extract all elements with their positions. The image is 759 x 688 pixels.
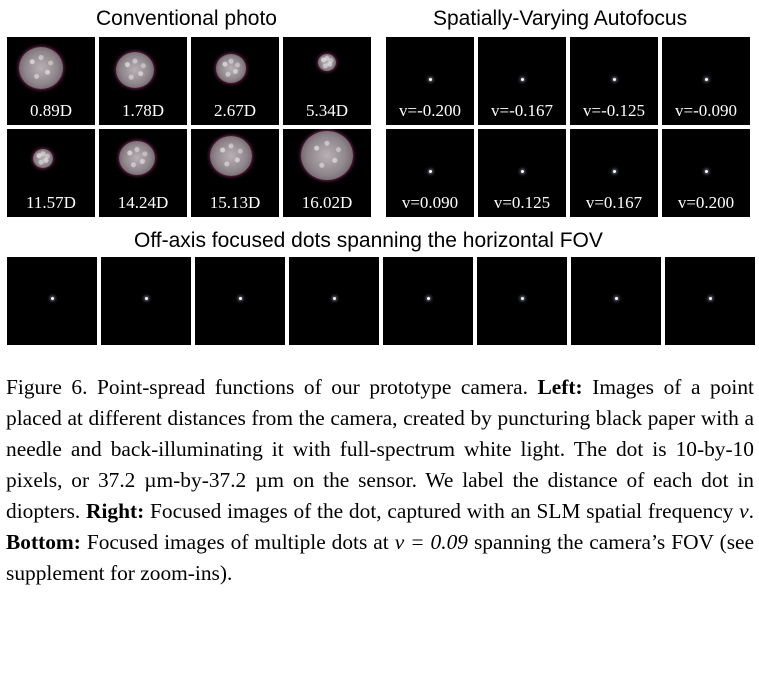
autofocus-heading: Spatially-Varying Autofocus [433, 7, 688, 30]
off-axis-dot [615, 297, 618, 300]
focused-dot [613, 170, 616, 173]
psf-tile-autofocus [662, 129, 750, 217]
blurred-spot [33, 149, 53, 168]
diopter-label: 5.34D [305, 101, 349, 120]
off-axis-tile [195, 257, 285, 345]
psf-tile-conventional [283, 37, 371, 125]
blurred-spot [216, 54, 246, 83]
caption-variable-v: v [739, 499, 749, 523]
blurred-spot [210, 136, 252, 176]
off-axis-strip [7, 257, 755, 345]
off-axis-dot [427, 297, 430, 300]
diopter-label: 14.24D [117, 193, 169, 212]
caption-bottom-text: Focused images of multiple dots at [80, 530, 395, 554]
focused-dot [429, 170, 432, 173]
caption-left-text: Images of a point placed at different distances from the camera, created by puncturing black paper with a needle and back-illuminating it with full-spectrum white light. The dot is 10-by-10 pixels, or 37.2 µm-by-37.2 µm on the sensor. We label the distance of each dot in diopters. [6, 375, 754, 523]
frequency-label: v=0.167 [585, 193, 643, 212]
diopter-label: 11.57D [26, 193, 76, 212]
diopter-label: 15.13D [209, 193, 261, 212]
autofocus-grid [386, 37, 750, 217]
focused-dot [521, 78, 524, 81]
off-axis-tile [7, 257, 97, 345]
psf-tile-conventional [283, 129, 371, 217]
off-axis-dot [145, 297, 148, 300]
caption-left-label: Left: [537, 375, 583, 399]
off-axis-dot [521, 297, 524, 300]
off-axis-dot [333, 297, 336, 300]
off-axis-tile [477, 257, 567, 345]
diopter-label: 0.89D [29, 101, 73, 120]
psf-tile-conventional [7, 129, 95, 217]
off-axis-tile [571, 257, 661, 345]
focused-dot [705, 78, 708, 81]
blurred-spot [19, 47, 63, 89]
psf-tile-autofocus [570, 129, 658, 217]
off-axis-tile [101, 257, 191, 345]
focused-dot [613, 78, 616, 81]
blurred-spot [119, 141, 155, 175]
blurred-spot [318, 54, 336, 71]
frequency-label: v=-0.090 [675, 101, 737, 120]
focused-dot [521, 170, 524, 173]
caption-right-text: Focused images of the dot, captured with an SLM spatial frequency [144, 499, 740, 523]
psf-tile-conventional [99, 37, 187, 125]
conventional-photo-grid [7, 37, 371, 217]
caption-bottom-label: Bottom: [6, 530, 81, 554]
psf-tile-autofocus [478, 37, 566, 125]
figure-caption [6, 372, 754, 589]
focused-dot [429, 78, 432, 81]
off-axis-heading: Off-axis focused dots spanning the horizontal FOV [134, 229, 603, 252]
psf-tile-autofocus [478, 129, 566, 217]
caption-figure-number: Figure 6. [6, 375, 88, 399]
frequency-label: v=0.200 [677, 193, 735, 212]
psf-tile-conventional [191, 37, 279, 125]
caption-bottom-math: v = 0.09 [394, 530, 468, 554]
diopter-label: 2.67D [213, 101, 257, 120]
caption-right-text-end: . [748, 499, 755, 523]
diopter-label: 16.02D [301, 193, 353, 212]
psf-tile-conventional [99, 129, 187, 217]
blurred-spot [116, 52, 154, 88]
frequency-label: v=-0.200 [399, 101, 461, 120]
off-axis-dot [239, 297, 242, 300]
conventional-photo-heading: Conventional photo [96, 7, 277, 30]
diopter-label: 1.78D [121, 101, 165, 120]
off-axis-dot [51, 297, 54, 300]
caption-bottom-text-end: spanning the camera’s FOV (see supplement for zoom-ins). [6, 530, 755, 585]
psf-tile-autofocus [386, 37, 474, 125]
off-axis-tile [383, 257, 473, 345]
frequency-label: v=0.125 [493, 193, 551, 212]
psf-tile-autofocus [386, 129, 474, 217]
psf-tile-conventional [191, 129, 279, 217]
caption-right-label: Right: [86, 499, 145, 523]
psf-tile-conventional [7, 37, 95, 125]
caption-intro: Point-spread functions of our prototype camera. [87, 375, 538, 399]
blurred-spot [301, 131, 353, 180]
off-axis-dot [709, 297, 712, 300]
focused-dot [705, 170, 708, 173]
psf-tile-autofocus [570, 37, 658, 125]
frequency-label: v=-0.167 [491, 101, 553, 120]
psf-tile-autofocus [662, 37, 750, 125]
frequency-label: v=-0.125 [583, 101, 645, 120]
off-axis-tile [665, 257, 755, 345]
frequency-label: v=0.090 [401, 193, 459, 212]
off-axis-tile [289, 257, 379, 345]
